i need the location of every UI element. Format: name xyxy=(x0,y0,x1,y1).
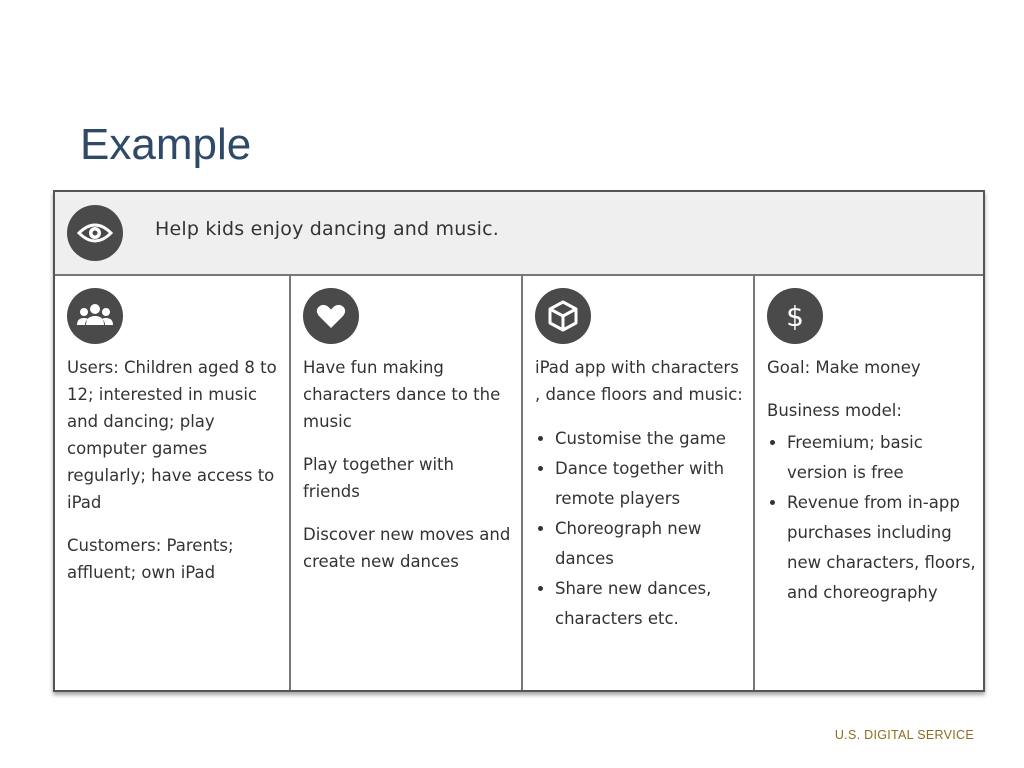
need-item: Discover new moves and create new dances xyxy=(303,525,511,571)
footer-brand: U.S. DIGITAL SERVICE xyxy=(834,728,974,742)
box-icon xyxy=(535,288,591,344)
business-goals-column xyxy=(753,276,983,690)
product-features-list xyxy=(535,424,747,634)
product-column xyxy=(521,276,753,690)
customers-paragraph: Customers: Parents; affluent; own iPad xyxy=(67,536,234,582)
business-goals-text xyxy=(767,354,977,608)
svg-text:$: $ xyxy=(786,300,804,333)
business-model-list xyxy=(767,428,977,608)
users-paragraph: Users: Children aged 8 to 12; interested in music and dancing; play computer games regularly; have access to iPad xyxy=(67,358,277,512)
target-group-column xyxy=(55,276,289,690)
dollar-icon xyxy=(767,288,823,344)
list-item: • Freemium; basic version is free xyxy=(787,428,977,488)
heart-icon xyxy=(303,288,359,344)
users-icon xyxy=(67,288,123,344)
business-model-label: Business model: xyxy=(767,401,902,420)
vision-row xyxy=(55,192,983,276)
list-item: • Share new dances, characters etc. xyxy=(555,574,747,634)
eye-icon xyxy=(67,205,123,261)
slide-title: Example xyxy=(80,120,252,169)
need-item: Play together with friends xyxy=(303,455,454,501)
vision-statement: Help kids enjoy dancing and music. xyxy=(155,218,499,240)
product-intro: iPad app with characters , dance floors and music: xyxy=(535,358,743,404)
target-group-text xyxy=(67,354,283,602)
product-text xyxy=(535,354,747,634)
need-item: Have fun making characters dance to the music xyxy=(303,358,501,431)
list-item: • Revenue from in-app purchases including new characters, floors, and choreography xyxy=(787,488,977,608)
needs-column xyxy=(289,276,521,690)
needs-text xyxy=(303,354,515,591)
list-item: • Customise the game xyxy=(555,424,747,454)
list-item: • Dance together with remote players xyxy=(555,454,747,514)
product-vision-board xyxy=(53,190,985,692)
goal-text: Goal: Make money xyxy=(767,358,921,377)
list-item: • Choreograph new dances xyxy=(555,514,747,574)
